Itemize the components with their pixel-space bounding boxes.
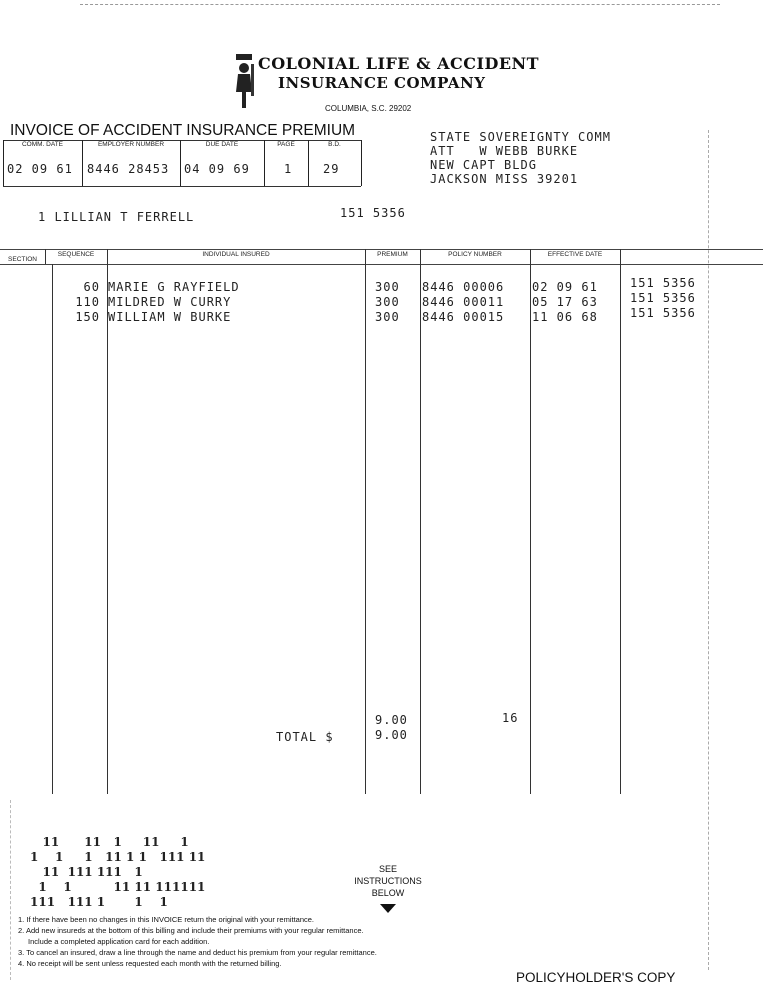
total-value: 9.00 — [375, 728, 408, 742]
instructions-list — [18, 914, 377, 969]
columns-top-rule — [0, 249, 763, 250]
instruction-text: To cancel an insured, draw a line through the name and deduct his premium from your regular remittance. — [26, 948, 377, 957]
right-margin-perforation — [708, 130, 710, 970]
page-label: PAGE — [277, 141, 295, 148]
total-label: TOTAL $ — [276, 730, 334, 744]
header-cell-border — [361, 140, 362, 186]
minuteman-logo-icon — [232, 52, 256, 110]
instruction-item — [18, 925, 377, 936]
address-line-3: NEW CAPT BLDG — [430, 158, 537, 172]
instruction-number: 1. — [18, 915, 25, 924]
row-effective-date: 05 17 63 — [532, 295, 598, 309]
row-policy-number: 8446 00015 — [422, 310, 505, 324]
instruction-text: If there have been no changes in this INVOICE return the original with your remittance. — [26, 915, 315, 924]
column-divider — [420, 249, 421, 794]
row-reference: 151 5356 — [630, 291, 696, 305]
column-divider — [45, 249, 46, 264]
columns-bottom-rule — [0, 264, 763, 265]
tally-row: 1 1 1 11 1 1 111 11 — [30, 850, 206, 864]
due-date-label: DUE DATE — [205, 141, 239, 148]
instruction-number: 3. — [18, 948, 25, 957]
address-line-4: JACKSON MISS 39201 — [430, 172, 579, 186]
row-reference: 151 5356 — [630, 306, 696, 320]
instruction-item — [18, 914, 377, 925]
tally-row: 111 111 1 1 1 — [30, 895, 168, 909]
row-premium: 300 — [375, 310, 400, 324]
see-instructions-line3: BELOW — [371, 888, 405, 898]
insured-count: 16 — [502, 711, 519, 725]
invoice-title: INVOICE OF ACCIDENT INSURANCE PREMIUM — [10, 122, 356, 139]
mailing-address — [430, 130, 611, 186]
instruction-item — [18, 947, 377, 958]
row-effective-date: 11 06 68 — [532, 310, 598, 324]
due-date-value: 04 09 69 — [184, 162, 250, 176]
instruction-item — [18, 958, 377, 969]
tally-row: 11 111 111 1 — [30, 865, 143, 879]
row-sequence: 110 — [75, 295, 100, 309]
company-location: COLUMBIA, S.C. 29202 — [325, 104, 412, 113]
row-insured-name: WILLIAM W BURKE — [108, 310, 232, 324]
tally-marks — [30, 835, 205, 910]
instruction-number: 2. — [18, 926, 25, 935]
instruction-text: Add new insureds at the bottom of this billing and include their premiums with your regular remittance. — [25, 926, 364, 935]
left-margin-perforation — [10, 800, 12, 980]
row-insured-name: MILDRED W CURRY — [108, 295, 232, 309]
column-sequence-label: SEQUENCE — [57, 251, 95, 258]
billing-reference-number: 151 5356 — [340, 206, 406, 220]
row-policy-number: 8446 00006 — [422, 280, 505, 294]
row-reference: 151 5356 — [630, 276, 696, 290]
header-bottom-rule — [3, 186, 361, 187]
instruction-text: No receipt will be sent unless requested each month with the returned billing. — [26, 959, 282, 968]
comm-date-label: COMM. DATE — [21, 141, 64, 148]
company-name-line1: COLONIAL LIFE & ACCIDENT — [258, 54, 540, 73]
bd-label: B.D. — [328, 141, 341, 148]
arrow-down-icon — [380, 900, 396, 918]
billing-contact-name: 1 LILLIAN T FERRELL — [38, 210, 195, 224]
bd-value: 29 — [323, 162, 340, 176]
address-line-2: ATT W WEBB BURKE — [430, 144, 579, 158]
column-policy-label: POLICY NUMBER — [448, 251, 502, 258]
comm-date-value: 02 09 61 — [7, 162, 73, 176]
tally-row: 1 1 11 11 111111 — [30, 880, 206, 894]
row-premium: 300 — [375, 295, 400, 309]
row-insured-name: MARIE G RAYFIELD — [108, 280, 240, 294]
top-perforation — [80, 4, 720, 5]
column-divider — [365, 249, 366, 794]
row-effective-date: 02 09 61 — [532, 280, 598, 294]
tally-row: 11 11 1 11 1 — [30, 835, 189, 849]
page-value: 1 — [284, 162, 293, 176]
instruction-item — [18, 936, 377, 947]
column-premium-label: PREMIUM — [377, 251, 408, 258]
column-section-label: SECTION — [8, 256, 37, 263]
row-sequence: 150 — [75, 310, 100, 324]
see-instructions-line1: SEE — [378, 864, 397, 874]
policyholder-copy-label: POLICYHOLDER'S COPY — [516, 970, 676, 985]
column-divider — [107, 249, 108, 794]
company-name-line2: INSURANCE COMPANY — [278, 74, 486, 92]
column-divider — [52, 264, 53, 794]
see-instructions — [340, 863, 436, 899]
address-line-1: STATE SOVEREIGNTY COMM — [430, 130, 611, 144]
employer-number-value: 8446 28453 — [87, 162, 170, 176]
row-sequence: 60 — [83, 280, 100, 294]
see-instructions-line2: INSTRUCTIONS — [354, 876, 422, 886]
row-premium: 300 — [375, 280, 400, 294]
instruction-text: Include a completed application card for each addition. — [28, 937, 210, 946]
column-divider — [530, 249, 531, 794]
employer-number-label: EMPLOYER NUMBER — [97, 141, 165, 148]
row-policy-number: 8446 00011 — [422, 295, 505, 309]
column-insured-label: INDIVIDUAL INSURED — [202, 251, 270, 258]
column-effective-label: EFFECTIVE DATE — [547, 251, 603, 258]
subtotal-value: 9.00 — [375, 713, 408, 727]
instruction-number: 4. — [18, 959, 25, 968]
column-divider — [620, 249, 621, 794]
